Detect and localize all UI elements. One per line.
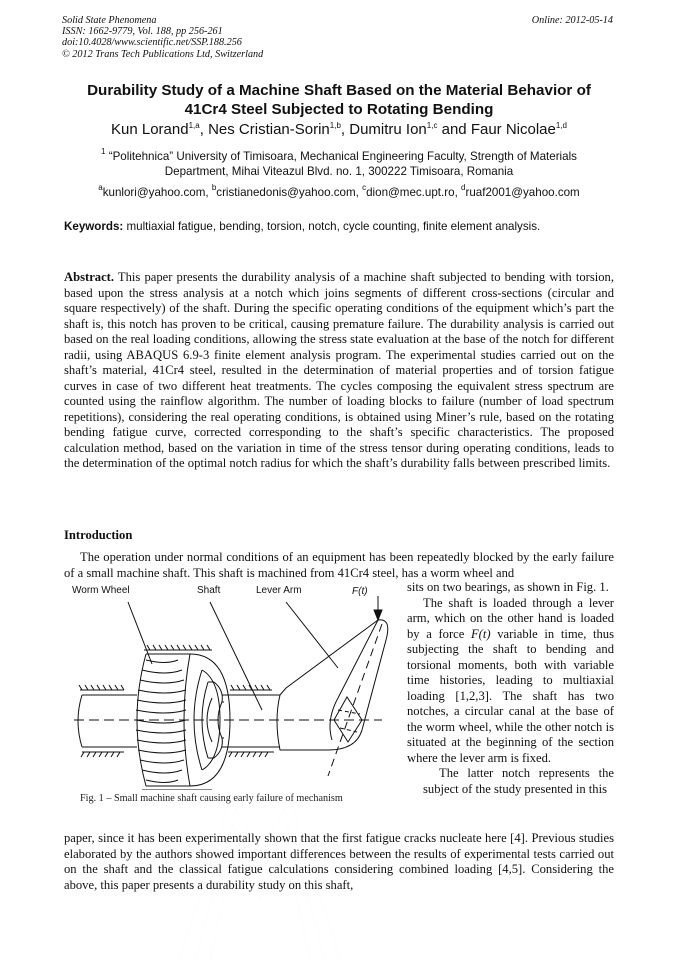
email-link[interactable]: dion@mec.upt.ro <box>366 186 455 199</box>
email-link[interactable]: cristianedonis@yahoo.com <box>216 186 356 199</box>
email-sup: c <box>362 183 367 192</box>
author-sup: 1,a <box>188 121 200 130</box>
copyright-line: © 2012 Trans Tech Publications Ltd, Switzerland <box>62 48 264 60</box>
email-list: $^a$kunlori@yahoo.com, $^b$cristianedonis@yahoo.com, $^c$dion@mec.upt.ro, $^d$ruaf2001@yahoo.com <box>98 183 580 199</box>
label-force: F(t) <box>352 586 368 597</box>
author-separator: , <box>199 121 209 138</box>
affiliation <box>40 147 638 179</box>
affiliation-line-2: Department, Mihai Viteazul Blvd. no. 1, 300222 Timisoara, Romania <box>164 164 514 178</box>
email-sup: b <box>211 183 217 192</box>
keywords-text: multiaxial fatigue, bending, torsion, notch, cycle counting, finite element analysis. <box>123 220 541 233</box>
intro-paragraph: The operation under normal conditions of an equipment has been repeatedly blocked by the early failure of a small machine shaft. This shaft is machined from 41Cr4 steel, has a worm wheel and <box>64 550 614 580</box>
email-sup: a <box>98 183 103 192</box>
shaft-diagram <box>62 590 392 790</box>
journal-name: Solid State Phenomena <box>62 15 157 26</box>
figure-1 <box>62 585 392 810</box>
paper-title <box>40 81 638 119</box>
side-paragraph-2-text: The shaft is loaded through a lever arm, which on the other hand is loaded by a force <box>407 595 614 641</box>
author-name: Kun Lorand <box>111 121 189 138</box>
author-name: Nes Cristian-Sorin <box>208 121 330 138</box>
email-sup: d <box>461 183 466 192</box>
side-paragraph-2-text: variable in time, thus subjecting the shaft to bending and torsional moments, both with variable time histories, leading to multiaxial loading [1,2,3]. The shaft has two notches, a circular canal at the base of the worm wheel, while the other notch is situated at the beginning of the section where the lever arm is fixed. <box>407 626 614 765</box>
watermark-logo <box>170 790 350 960</box>
label-lever-arm: Lever Arm <box>256 585 302 596</box>
affiliation-line-1: “Politehnica” University of Timisoara, Mechanical Engineering Faculty, Strength of Materials <box>105 150 577 163</box>
keywords <box>64 220 540 233</box>
email-link[interactable]: ruaf2001@yahoo.com <box>465 186 580 199</box>
abstract-label: Abstract. <box>64 270 115 284</box>
online-date: Online: 2012-05-14 <box>531 15 613 26</box>
author-name: Dumitru Ion <box>349 121 427 138</box>
author-separator: and <box>437 121 471 138</box>
side-paragraph-1: sits on two bearings, as shown in Fig. 1. <box>407 580 609 594</box>
label-shaft: Shaft <box>197 585 221 596</box>
bottom-paragraph: paper, since it has been experimentally shown that the first fatigue cracks nucleate here [4]. Previous studies elaborated by the authors showed important differences between the results of experimental tests carried out on the shaft and the classical fatigue calculations considering combined loading [4,5]. Considering the above, this paper presents a durability study on this shaft, <box>64 831 614 892</box>
email-link[interactable]: kunlori@yahoo.com <box>102 186 206 199</box>
doi-line: doi:10.4028/www.scientific.net/SSP.188.256 <box>62 37 242 49</box>
figure-caption: Fig. 1 – Small machine shaft causing early failure of mechanism <box>80 793 343 804</box>
author-sup: 1,b <box>329 121 341 130</box>
title-line-2: 41Cr4 Steel Subjected to Rotating Bending <box>184 101 494 118</box>
author-sup: 1,d <box>555 121 567 130</box>
journal-header <box>62 15 263 60</box>
affiliation-sup: 1 <box>101 147 106 156</box>
section-heading-introduction: Introduction <box>64 528 133 542</box>
side-column-text <box>407 580 614 797</box>
side-paragraph-2 <box>407 596 614 767</box>
author-list <box>40 121 638 139</box>
keywords-label: Keywords: <box>64 220 124 233</box>
side-paragraph-3: The latter notch represents the subject of the study presented in this <box>423 766 614 796</box>
abstract <box>64 270 614 472</box>
label-worm-wheel: Worm Wheel <box>72 585 130 596</box>
abstract-text: This paper presents the durability analysis of a machine shaft subjected to bending with torsion, based upon the stress analysis at a notch which joins segments of different cross-sections (circular and square respectively) of the shaft. During the specific operating conditions of the equipment which’s part the shaft is, this notch has proven to be critical, causing premature failure. The durability analysis is carried out based on the real loading conditions, allowing the stress state evaluation at the base of the notch for different radii, using ABAQUS 6.9-3 finite element analysis program. The experimental studies carried out on the shaft’s material, 41Cr4 steel, resulted in the determination of material properties and of torsion fatigue curves in case of two different heat treatments. The cycles composing the equivalent stress spectrum are counted using the rainflow algorithm. The number of loading blocks to failure (number of load spectrum repetitions), considering the real operating conditions, is obtained using Miner’s rule, based on the rotating bending fatigue curve, corrected corresponding to the shaft’s specific characteristics. The proposed calculation method, based on the variation in time of the stress tensor during operating conditions, leads to the determination of the optimal notch radius for which the shaft’s durability falls between prescribed limits. <box>64 270 614 470</box>
author-sup: 1,c <box>426 121 438 130</box>
author-name: Faur Nicolae <box>470 121 556 138</box>
issn-line: ISSN: 1662-9779, Vol. 188, pp 256-261 <box>62 26 223 38</box>
title-line-1: Durability Study of a Machine Shaft Based on the Material Behavior of <box>87 82 591 99</box>
force-symbol: F(t) <box>470 626 491 641</box>
author-separator: , <box>340 121 350 138</box>
